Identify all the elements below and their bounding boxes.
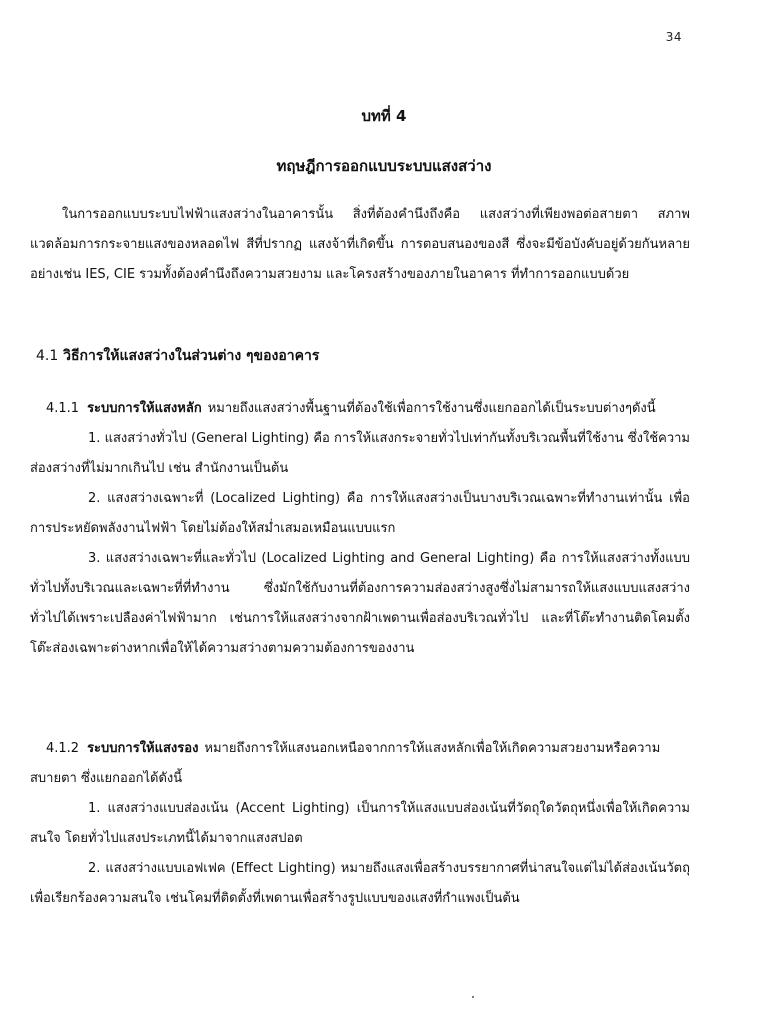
intro-block (30, 200, 690, 290)
scan-speck (472, 996, 474, 998)
subsection-title: ระบบการให้แสงหลัก (87, 401, 202, 416)
subsection-intro (30, 734, 690, 794)
intro-paragraph: ในการออกแบบระบบไฟฟ้าแสงสว่างในอาคารนั้น สิ่งที่ต้องคำนึงถึงคือ แสงสว่างที่เพียงพอต่อสายตา สภาพแวดล้อมการกระจายแสงของหลอดไฟ สีที่ปรากฏ แสงจ้าที่เกิดขึ้น การตอบสนองของสี ซึ่งจะมีข้อบังคับอยู่ด้วยกันหลายอย่างเช่น IES, CIE รวมทั้งต้องคำนึงถึงความสวยงาม และโครงสร้างของภายในอาคาร ที่ทำการออกแบบด้วย (30, 207, 690, 282)
chapter-title: ทฤษฎีการออกแบบระบบแสงสว่าง (276, 157, 492, 175)
section-title: วิธีการให้แสงสว่างในส่วนต่าง ๆของอาคาร (63, 348, 320, 364)
subsection-intro (30, 394, 690, 424)
list-item-accent-lighting: 1. แสงสว่างแบบส่องเน้น (Accent Lighting) เป็นการให้แสงแบบส่องเน้นที่วัตถุใดวัตถุหนึ่งเพื่อให้เกิดความสนใจ โดยทั่วไปแสงประเภทนี้ได้มาจากแสงสปอต (30, 801, 690, 846)
list-item-effect-lighting: 2. แสงสว่างแบบเอฟเฟค (Effect Lighting) หมายถึงแสงเพื่อสร้างบรรยากาศที่น่าสนใจแต่ไม่ได้ส่องเน้นวัตถุเพื่อเรียกร้องความสนใจ เช่นโคมที่ติดตั้งที่เพดานเพื่อสร้างรูปแบบของแสงที่กำแพงเป็นต้น (30, 861, 690, 906)
list-item-general-lighting: 1. แสงสว่างทั่วไป (General Lighting) คือ การให้แสงกระจายทั่วไปเท่ากันทั้งบริเวณพื้นที่ใช้งาน ซึ่งใช้ความส่องสว่างที่ไม่มากเกินไป เช่น สำนักงานเป็นต้น (30, 431, 690, 476)
subsection-number: 4.1.1 (46, 401, 80, 416)
section-number: 4.1 (36, 348, 59, 364)
page-number: 34 (665, 30, 682, 44)
subsection-number: 4.1.2 (46, 741, 80, 756)
section-heading (36, 341, 319, 371)
subsection-text: หมายถึงการให้แสงนอกเหนือจากการให้แสงหลักเพื่อให้เกิดความสวยงามหรือความสบายตา ซึ่งแยกออกได้ดังนี้ (30, 741, 661, 786)
subsection-title: ระบบการให้แสงรอง (87, 741, 199, 756)
subsection-primary-lighting (30, 394, 690, 664)
subsection-secondary-lighting (30, 734, 690, 914)
list-item-localized-and-general-lighting: 3. แสงสว่างเฉพาะที่และทั่วไป (Localized Lighting and General Lighting) คือ การให้แสงสว่างทั้งแบบทั่วไปทั้งบริเวณและเฉพาะที่ที่ทำงาน ซึ่งมักใช้กับงานที่ต้องการความส่องสว่างสูงซึ่งไม่สามารถให้แสงแบบแสงสว่างทั่วไปได้เพราะเปลืองค่าไฟฟ้ามาก เช่นการให้แสงสว่างจากฝ้าเพดานเพื่อส่องบริเวณทั่วไป และที่โต๊ะทำงานติดโคมตั้งโต๊ะส่องเฉพาะต่างหากเพื่อให้ได้ความสว่างตามความต้องการของงาน (30, 551, 690, 656)
subsection-text: หมายถึงแสงสว่างพื้นฐานที่ต้องใช้เพื่อการใช้งานซึ่งแยกออกได้เป็นระบบต่างๆดังนี้ (207, 401, 656, 416)
list-item-localized-lighting: 2. แสงสว่างเฉพาะที่ (Localized Lighting) คือ การให้แสงสว่างเป็นบางบริเวณเฉพาะที่ทำงานเท่านั้น เพื่อการประหยัดพลังงานไฟฟ้า โดยไม่ต้องให้สม่ำเสมอเหมือนแบบแรก (30, 491, 690, 536)
chapter-heading: บทที่ 4 (361, 107, 407, 125)
